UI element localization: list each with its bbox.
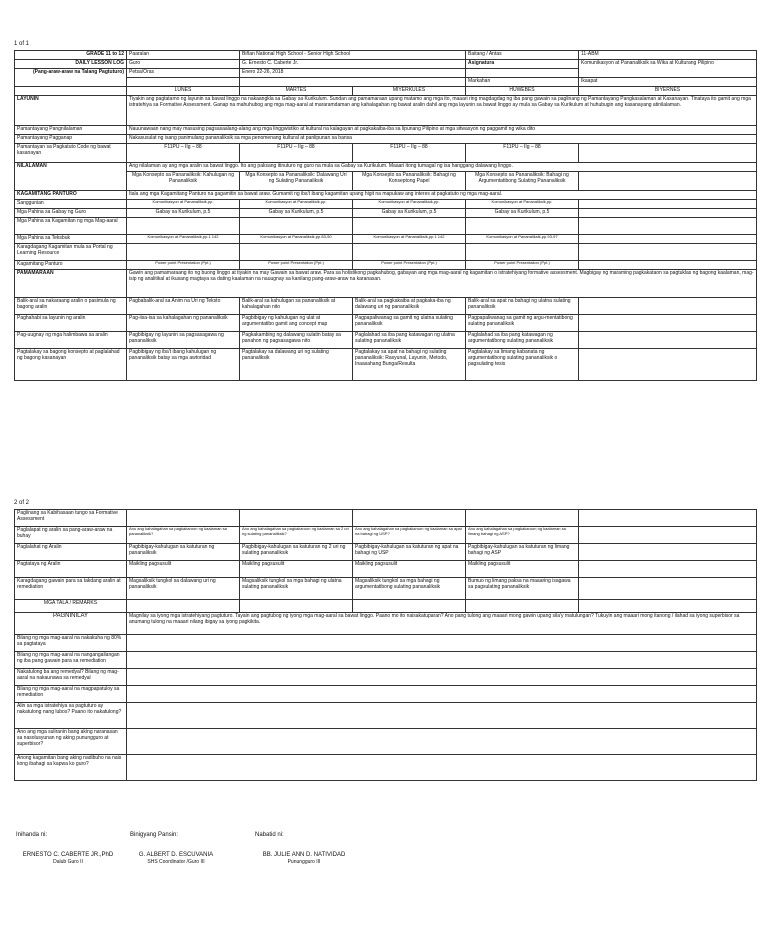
pagtalakay-cell-1: Pagbibigay ng iba't ibang kahulugan ng pananaliksik batay sa mga awtoridad: [127, 349, 240, 381]
pangnilalaman-text: Nauunawaan nang may masusing pagsasaalang-alang ang mga linggwistiko at kultural na kalagayan at pagkakaiba-iba sa lipunang Pilipino at mga sitwasyon ng paggamit ng wika dito: [127, 126, 757, 135]
pagtataya-label: Pagtataya ng Aralin: [15, 561, 127, 578]
ppt-cell-3: Power point Presentation (Ppt.): [353, 261, 466, 270]
signatory-3-title: Punungguro III: [287, 859, 321, 866]
question-5: Alin sa mga istratehiya sa pagtuturo ay nakatulong nang lubos? Paano ito nakatulong?: [15, 703, 127, 729]
pagtalakay-cell-3: Pagtalakay sa apat na bahagi ng sulating pananaliksik: Rasyunal, Layunin, Metodo, Inaasahang Bunga/Resulta: [353, 349, 466, 381]
pagtataya-cell-4: Maikling pagsusulit: [466, 561, 579, 578]
kasanayan-label: Pamantayan sa Pagkatuto Code ng bawat kasanayan: [15, 144, 127, 163]
question-4: Bilang ng mga mag-aaral na magpapatuloy sa remediation: [15, 686, 127, 703]
balik-aral-cell-2: Balik-aral sa kahulugan sa pananaliksik at kahalagahan nito: [240, 298, 353, 315]
pamamaraan-label: PAMAMARAAN: [15, 270, 127, 298]
paglalapat-cell-4: Ano ang kahalagahan sa pagkakaroon ng kaalaman sa limang bahagi ng ASP?: [466, 527, 579, 544]
sanggunian-cell-2: Komunikasyon at Pananaliksik,pp.: [240, 200, 353, 209]
nilalaman-cell-3: Mga Konsepto sa Pananaliksik: Bahagi ng Konseptong Papel: [353, 172, 466, 191]
gabay-cell-2: Gabay sa Kurikulum, p.5: [240, 209, 353, 218]
teksbuk-cell-4: Komunikasyon at Pananaliksik,pp.93-97: [466, 235, 579, 244]
paglalapat-cell-2: Ano ang kahalagahan sa pagkakaroon ng kaalaman sa 2 uri ng sulating pananaliksik?: [240, 527, 353, 544]
balik-aral-cell-3: Balik-aral sa pagkakaiba at pagkaka-iba ng dalawang uri ng pananaliksik: [353, 298, 466, 315]
paglalahat-label: Paglalahat ng Aralin: [15, 544, 127, 561]
pagninilay-text: Magnilay sa iyong mga istratehiyang pagtuturo. Tayain ang pagtubog ng iyong mga mag-aaral sa bawat linggo. Paano mo ito naisakatuparan? Ano pang tulong ang maaari mong gawin upang sila'y matulungan? Tukuyin ang maaari mong itanong / ilahad sa iyong superbisor sa anumang tulong na maaari nilang ibigay sa iyong pagkikita.: [127, 613, 757, 635]
pagtataya-cell-3: Maikling pagsusulit: [353, 561, 466, 578]
gabay-cell-1: Gabay sa Kurikulum, p.5: [127, 209, 240, 218]
ppt-cell-1: Power point Presentation (Ppt.): [127, 261, 240, 270]
layunin-text: Tiyakin ang pagtatamo ng layunin sa bawat linggo na nakaangkla sa Gabay sa Kurikulum. Sundan ang pamamaraan upang matamo ang mga ito, maaari ring magdagdag ng iba pang gawain sa paglinang ng Pamantayang Pangkasalaman at Kasanayan. Tinataya ito gamit ang mga istratehiya sa Formative Assessment. Ganap na mahuhubog ang mga mag-aaral at mararamdaman ang kahalagahan ng bawat aralin dahil ang mga layunin sa bawat linggo ay mula sa Gabay sa Kurikulum at huhubugin ang kasanayang atinilalaman.: [127, 96, 757, 126]
page-label-2: 2 of 2: [14, 500, 30, 506]
pagganap-text: Nakasusulat ng isang panimulang pananaliksik sa mga penomenang kultural at panlipunan sa bansa: [127, 135, 757, 144]
grade-label: GRADE 11 to 12: [15, 51, 127, 60]
signatory-3: [252, 852, 356, 865]
kasanayan-code-3: F11PU – IIg – 88: [353, 144, 466, 163]
signatory-1: [16, 852, 120, 865]
page-label-1: 1 of 1: [14, 41, 30, 47]
paghahabi-cell-1: Pag-iisa-isa sa kahalagahan ng pananaliksik: [127, 315, 240, 332]
paghahabi-cell-4: Pagpapaliwanag sa gamit ng argu-mentatibong sulating pananaliksik: [466, 315, 579, 332]
day-martes: MARTES: [240, 87, 353, 96]
question-3: Nakatulong ba ang remedyal? Bilang ng mag-aaral na nakaunawa sa remedyal: [15, 669, 127, 686]
paghahabi-cell-2: Pagbibigay ng kahulugan ng ulat at argumentatibo gamit ang concept map: [240, 315, 353, 332]
paglalahat-cell-2: Pagbibigay-kahulugan sa katuturan ng 2 uri ng sulating pananaliksik: [240, 544, 353, 561]
pag-uugnay-cell-4: Paglalahad sa iba pang katawagan ng argumentatibong sulating pananaliksik: [466, 332, 579, 349]
teksbuk-label: Mga Pahina sa Teksbuk: [15, 235, 127, 244]
pag-uugnay-label: Pag-uugnay ng mga halimbawa sa aralin: [15, 332, 127, 349]
pagganap-label: Pamantayang Pagganap: [15, 135, 127, 144]
signatory-2-name: G. ALBERT D. ESCUVANIA: [138, 852, 214, 858]
paghahabi-cell-3: Pagpapaliwanag sa gamit ng ulatna sulating pananaliksik: [353, 315, 466, 332]
mga-tala-label: MGA TALA / REMARKS: [15, 600, 127, 613]
paaralan-value: Biñan National High School - Senior High School: [240, 51, 466, 60]
question-7: Anong kagamitan bang aking nadibuho na nais kong ibahagi sa kapwa ko guro?: [15, 755, 127, 781]
remediation-cell-3: Magsaliksik tungkol sa mga bahagi ng argumentatibong sulating pananaliksik: [353, 578, 466, 600]
dll-label: DAILY LESSON LOG: [15, 60, 127, 69]
paglinang-label: Paglinang sa Kabihasaan tungo sa Formative Assessment: [15, 510, 127, 527]
pagtataya-cell-2: Maikling pagsusulit: [240, 561, 353, 578]
balik-aral-cell-1: Pagbabalik-aral sa Anim na Uri ng Teksto: [127, 298, 240, 315]
pagninilay-label: PAGNINILAY: [15, 613, 127, 635]
sanggunian-cell-1: Komunikasyon at Pananaliksik,pp.: [127, 200, 240, 209]
day-biyernes: BIYERNES: [579, 87, 757, 96]
kagamitan-mag-aaral-label: Mga Pahina sa Kagamitan ng mga Mag-aaral: [15, 218, 127, 235]
nilalaman-cell-2: Mga Konsepto sa Pananaliksik: Dalawang Uri ng Sulating Pananaliksik: [240, 172, 353, 191]
balik-aral-label: Balik-aral sa nakaraang aralin o pasimula ng bagong aralin: [15, 298, 127, 315]
pagtataya-cell-1: Maikling pagsusulit: [127, 561, 240, 578]
kagamitan-label: KAGAMITANG PANTURO: [15, 191, 127, 200]
teksbuk-cell-2: Komunikasyon at Pananaliksik,pp.83-90: [240, 235, 353, 244]
baitang-value: 11-ABM: [579, 51, 757, 60]
karagdagan-label: Karagdagang Kagamitan mula sa Portal ng Learning Resource: [15, 244, 127, 261]
remediation-cell-1: Magsaliksik tungkol sa dalawang uri ng pananaliksik: [127, 578, 240, 600]
sanggunian-cell-3: Komunikasyon at Pananaliksik,pp.: [353, 200, 466, 209]
teksbuk-cell-1: Komunikasyon at Pananaliksik,pp.1 142: [127, 235, 240, 244]
remediation-label: Karagdagang gawain para sa takdang aralin at remediation: [15, 578, 127, 600]
nilalaman-text: Ang nilalaman ay ang mga aralin sa bawat linggo. Ito ang paksang itinuturo ng guro na mula sa Gabay sa Kurikulum. Maaari itong tumagal ng isa hanggang dalawang linggo.: [127, 163, 757, 172]
question-2: Bilang ng mga mag-aaral na nangangailangan ng iba pang gawain para sa remediation: [15, 652, 127, 669]
signatory-2-title: SHS Coordinator /Guro III: [147, 859, 205, 866]
paghahabi-label: Paghahabi sa layunin ng aralin: [15, 315, 127, 332]
petsa-label: Petsa/Oras: [127, 69, 240, 78]
lesson-log-table-page1: [14, 50, 757, 381]
pagtalakay-cell-2: Pagtalakay sa dalawang uri ng sulating pananaliksik: [240, 349, 353, 381]
baitang-label: Baitang / Antas: [466, 51, 579, 60]
remediation-cell-2: Magsaliksik tungkol sa mga bahagi ng ulatna sulating pananaliksik: [240, 578, 353, 600]
paglalapat-cell-3: Ano ang kahalagahan sa pagkakaroon ng kaalaman sa apat na bahagi ng USP?: [353, 527, 466, 544]
dll-sub: (Pang-araw-araw na Talang Pagtuturo): [15, 69, 127, 87]
nilalaman-cell-4: Mga Konsepto sa Pananaliksik: Bahagi ng Argumentatibong Sulating Pananaliksik: [466, 172, 579, 191]
nabatid-label: Nabatid ni:: [255, 832, 284, 838]
nilalaman-label: NILALAMAN: [15, 163, 127, 191]
markahan-value: Ikaapat: [579, 78, 757, 87]
paglalahat-cell-4: Pagbibigay-kahulugan sa katuturan ng limang bahagi ng ASP: [466, 544, 579, 561]
kasanayan-code-4: F11PU – IIg – 88: [466, 144, 579, 163]
layunin-label: LAYUNIN: [15, 96, 127, 126]
signatory-1-name: ERNESTO C. CABERTE JR.,PhD: [22, 852, 114, 858]
kasanayan-code-2: F11PU – IIg – 88: [240, 144, 353, 163]
ppt-cell-2: Power point Presentation (Ppt.): [240, 261, 353, 270]
pangnilalaman-label: Pamantayang Pangnilalaman: [15, 126, 127, 135]
question-1: Bilang ng mga mag-aaral na nakakuha ng 80% sa pagtataya: [15, 635, 127, 652]
nilalaman-cell-1: Mga Konsepto sa Pananaliksik: Kahulugan ng Pananaliksik: [127, 172, 240, 191]
teksbuk-cell-3: Komunikasyon at Pananaliksik,pp.1 142: [353, 235, 466, 244]
pag-uugnay-cell-2: Pagkakambing ng dalawang sulatin batay sa panahon ng pagsasagawa nito: [240, 332, 353, 349]
guro-label: Guro: [127, 60, 240, 69]
sanggunian-label: Sanggunian: [15, 200, 127, 209]
paglalapat-cell-1: Ano ang kahalagahan sa pagkakaroon ng kaalaman sa pananaliksik?: [127, 527, 240, 544]
pagtalakay-cell-4: Pagtalakay sa limang kabanata ng argumentatibong sulating pananaliksik o pagsulating tesis: [466, 349, 579, 381]
ppt-cell-4: Power point Presentation (Ppt.): [466, 261, 579, 270]
kasanayan-code-1: F11PU – IIg – 88: [127, 144, 240, 163]
remediation-cell-4: Bumuo ng limang paksa na maaaring isagawa sa pagsulating pananaliksik: [466, 578, 579, 600]
paaralan-label: Paaralan: [127, 51, 240, 60]
pag-uugnay-cell-3: Paglalahad sa iba pang katawagan ng ulatna sulating pananaliksik: [353, 332, 466, 349]
pag-uugnay-cell-1: Pagbibigay ng layunin sa pagsasagawa ng pananaliksik: [127, 332, 240, 349]
signatory-2: [124, 852, 228, 865]
pamamaraan-text: Gawin ang pamamaraang ito ng buong linggo at tiyakin na may Gawain sa bawat araw. Para sa holistikong pagkahubog, gabayan ang mga mag-aaral ng kagamitan o istratehiyang formative assessment. Magbigay ng maraming pagkakataon sa pagtuklas ng bagong kaalaman, mag-isip ng analitikal at ikusang magtaya sa dating kaalaman na nauugnay sa kanilang pang-araw-araw na karanasan.: [127, 270, 757, 298]
markahan-label: Markahan: [466, 78, 579, 87]
pagtalakay-label: Pagtalakay sa bagong konsepto at paglalahad ng bagong kasanayan: [15, 349, 127, 381]
gabay-label: Mga Pahina sa Gabay ng Guro: [15, 209, 127, 218]
question-6: Ano ang mga suliranin bang aking naranasan sa nasolusyunan ng aking punungguro at superbisor?: [15, 729, 127, 755]
signatory-3-name: BB. JULIE ANN D. NATIVIDAD: [262, 852, 346, 858]
gabay-cell-4: Gabay sa Kurikulum, p.5: [466, 209, 579, 218]
paglalahat-cell-1: Pagbibigay-kahulugan sa katuturan ng pananaliksik: [127, 544, 240, 561]
asignatura-value: Komunikasyon at Pananaliksik sa Wika at Kulturang Pilipino: [579, 60, 757, 78]
sanggunian-cell-4: Komunikasyon at Pananaliksik,pp.: [466, 200, 579, 209]
petsa-value: Enero 22-26, 2018: [240, 69, 466, 78]
day-miyerkules: MIYERKULES: [353, 87, 466, 96]
day-lunes: LUNES: [127, 87, 240, 96]
paglalapat-label: Paglalapat ng aralin sa pang-araw-araw na buhay: [15, 527, 127, 544]
binigyang-label: Binigyang Pansin:: [130, 832, 179, 838]
paglalahat-cell-3: Pagbibigay-kahulugan sa katuturan ng apat na bahagi ng USP: [353, 544, 466, 561]
asignatura-label: Asignatura: [466, 60, 579, 69]
iba-pa-label: Kagamitang Panturo: [15, 261, 127, 270]
day-huwebes: HUWEBES: [466, 87, 579, 96]
inihanda-label: Inihanda ni:: [16, 832, 48, 838]
signatory-1-title: Dalub Guro II: [53, 859, 83, 866]
guro-value: G. Ernesto C. Caberte Jr.: [240, 60, 466, 69]
balik-aral-cell-4: Balik-aral sa apat na bahagi ng ulatna sulating pananaliksik: [466, 298, 579, 315]
kagamitan-text: Itala ang mga Kagamitang Panturo na gagamitin sa bawat araw. Gumamit ng iba't ibang kagamitan upang higit na mapukaw ang interes at pagkatuto ng mga mag-aaral.: [127, 191, 757, 200]
gabay-cell-3: Gabay sa Kurikulum, p.5: [353, 209, 466, 218]
lesson-log-table-page2: [14, 509, 757, 781]
